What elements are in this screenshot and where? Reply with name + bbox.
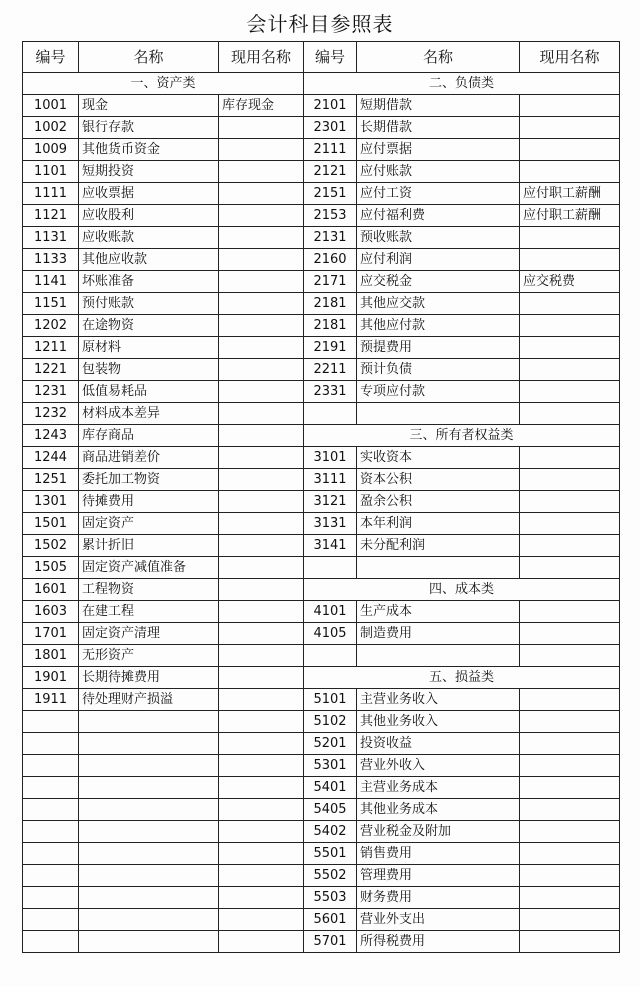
- account-code-right: 2191: [304, 337, 357, 359]
- account-current-right: [520, 689, 620, 711]
- account-current-right: [520, 359, 620, 381]
- account-name-right: 预提费用: [357, 337, 520, 359]
- table-row: [23, 161, 620, 183]
- table-row: [23, 381, 620, 403]
- account-name-right: 预计负债: [357, 359, 520, 381]
- table-row: [23, 447, 620, 469]
- account-current-left: [219, 315, 304, 337]
- account-reference-table: [22, 41, 620, 953]
- account-current-left: [219, 227, 304, 249]
- account-name-left: 待处理财产损溢: [79, 689, 219, 711]
- account-name-right: 财务费用: [357, 887, 520, 909]
- account-current-left: [219, 183, 304, 205]
- table-row: [23, 711, 620, 733]
- account-name-left: 低值易耗品: [79, 381, 219, 403]
- account-current-right: [520, 139, 620, 161]
- table-row: [23, 623, 620, 645]
- table-row: [23, 909, 620, 931]
- account-code-left: 1231: [23, 381, 79, 403]
- account-code-left: 1911: [23, 689, 79, 711]
- account-code-left: 1501: [23, 513, 79, 535]
- table-row: [23, 843, 620, 865]
- account-current-left: [219, 513, 304, 535]
- account-code-left: 1601: [23, 579, 79, 601]
- account-current-left: [219, 931, 304, 953]
- account-code-right: 5401: [304, 777, 357, 799]
- account-code-left: [23, 865, 79, 887]
- account-code-right: 5501: [304, 843, 357, 865]
- account-current-left: [219, 733, 304, 755]
- table-row: [23, 469, 620, 491]
- account-current-right: [520, 227, 620, 249]
- account-name-left: 银行存款: [79, 117, 219, 139]
- account-name-left: 长期待摊费用: [79, 667, 219, 689]
- account-name-left: 包装物: [79, 359, 219, 381]
- account-name-left: [79, 843, 219, 865]
- table-row: [23, 667, 620, 689]
- table-row: [23, 205, 620, 227]
- account-current-right: [520, 623, 620, 645]
- header-current-right: 现用名称: [520, 42, 620, 73]
- account-name-left: [79, 909, 219, 931]
- account-current-left: [219, 843, 304, 865]
- account-code-left: [23, 909, 79, 931]
- account-code-right: 2331: [304, 381, 357, 403]
- account-code-left: 1505: [23, 557, 79, 579]
- account-name-left: 商品进销差价: [79, 447, 219, 469]
- account-current-left: [219, 623, 304, 645]
- account-code-left: 1232: [23, 403, 79, 425]
- account-current-right: [520, 821, 620, 843]
- account-name-right: 预收账款: [357, 227, 520, 249]
- account-name-left: 工程物资: [79, 579, 219, 601]
- table-row: [23, 293, 620, 315]
- account-code-right: 2211: [304, 359, 357, 381]
- account-code-left: 1244: [23, 447, 79, 469]
- account-code-left: 1502: [23, 535, 79, 557]
- account-name-right: 销售费用: [357, 843, 520, 865]
- account-current-left: [219, 205, 304, 227]
- table-row: [23, 249, 620, 271]
- header-name-right: 名称: [357, 42, 520, 73]
- account-name-right: 营业外收入: [357, 755, 520, 777]
- account-code-right: 5201: [304, 733, 357, 755]
- section-heading-right: 三、所有者权益类: [304, 425, 620, 447]
- account-name-right: [357, 645, 520, 667]
- header-code-right: 编号: [304, 42, 357, 73]
- account-name-right: 其他业务成本: [357, 799, 520, 821]
- account-name-left: 现金: [79, 95, 219, 117]
- account-name-left: [79, 777, 219, 799]
- account-current-right: [520, 447, 620, 469]
- account-name-right: 主营业务收入: [357, 689, 520, 711]
- account-code-left: 1901: [23, 667, 79, 689]
- account-current-right: [520, 249, 620, 271]
- account-name-right: 应付账款: [357, 161, 520, 183]
- account-current-right: [520, 535, 620, 557]
- account-name-right: 应付票据: [357, 139, 520, 161]
- account-current-left: [219, 865, 304, 887]
- table-row: [23, 799, 620, 821]
- account-current-left: [219, 469, 304, 491]
- account-name-left: 累计折旧: [79, 535, 219, 557]
- account-name-left: 短期投资: [79, 161, 219, 183]
- account-name-right: 管理费用: [357, 865, 520, 887]
- account-name-right: 其他应交款: [357, 293, 520, 315]
- account-code-right: 4105: [304, 623, 357, 645]
- page-title: 会计科目参照表: [246, 12, 394, 36]
- account-current-left: [219, 271, 304, 293]
- account-name-left: 无形资产: [79, 645, 219, 667]
- table-row: [23, 777, 620, 799]
- account-code-left: 1603: [23, 601, 79, 623]
- account-code-left: 1202: [23, 315, 79, 337]
- account-code-right: 3111: [304, 469, 357, 491]
- account-current-right: [520, 843, 620, 865]
- table-row: [23, 337, 620, 359]
- account-current-right: [520, 117, 620, 139]
- account-current-left: [219, 139, 304, 161]
- section-heading-left: 一、资产类: [23, 73, 304, 95]
- table-row: [23, 579, 620, 601]
- account-current-left: [219, 447, 304, 469]
- account-name-left: 应收账款: [79, 227, 219, 249]
- account-code-right: 5601: [304, 909, 357, 931]
- account-name-left: 委托加工物资: [79, 469, 219, 491]
- account-name-left: 固定资产: [79, 513, 219, 535]
- section-heading-right: 五、损益类: [304, 667, 620, 689]
- account-name-left: 固定资产清理: [79, 623, 219, 645]
- account-name-right: 专项应付款: [357, 381, 520, 403]
- account-current-right: [520, 799, 620, 821]
- account-name-left: 预付账款: [79, 293, 219, 315]
- account-code-right: 2101: [304, 95, 357, 117]
- table-row: [23, 139, 620, 161]
- account-code-left: [23, 733, 79, 755]
- account-current-left: [219, 579, 304, 601]
- section-heading-right: 四、成本类: [304, 579, 620, 601]
- account-code-right: 5405: [304, 799, 357, 821]
- account-name-left: 库存商品: [79, 425, 219, 447]
- account-name-right: 盈余公积: [357, 491, 520, 513]
- account-name-right: 主营业务成本: [357, 777, 520, 799]
- account-code-left: [23, 887, 79, 909]
- account-code-right: 2181: [304, 293, 357, 315]
- table-row: [23, 227, 620, 249]
- account-current-left: [219, 799, 304, 821]
- account-name-left: 坏账准备: [79, 271, 219, 293]
- account-code-right: 5502: [304, 865, 357, 887]
- account-current-right: [520, 645, 620, 667]
- account-name-left: [79, 799, 219, 821]
- account-current-right: [520, 865, 620, 887]
- table-row: [23, 315, 620, 337]
- account-code-right: 2121: [304, 161, 357, 183]
- account-current-left: [219, 909, 304, 931]
- account-name-right: 应交税金: [357, 271, 520, 293]
- account-name-right: 应付福利费: [357, 205, 520, 227]
- account-current-right: [520, 469, 620, 491]
- account-name-right: 短期借款: [357, 95, 520, 117]
- account-current-right: [520, 557, 620, 579]
- account-name-left: [79, 865, 219, 887]
- account-name-left: [79, 821, 219, 843]
- account-name-right: 应付利润: [357, 249, 520, 271]
- account-current-right: 应付职工薪酬: [520, 205, 620, 227]
- account-code-left: 1121: [23, 205, 79, 227]
- account-code-right: 2111: [304, 139, 357, 161]
- header-code-left: 编号: [23, 42, 79, 73]
- account-code-left: 1131: [23, 227, 79, 249]
- account-current-left: [219, 535, 304, 557]
- account-name-right: 资本公积: [357, 469, 520, 491]
- account-code-left: [23, 799, 79, 821]
- account-current-left: [219, 601, 304, 623]
- account-current-right: [520, 711, 620, 733]
- account-code-left: 1301: [23, 491, 79, 513]
- account-name-right: 未分配利润: [357, 535, 520, 557]
- account-current-left: [219, 293, 304, 315]
- account-current-left: [219, 249, 304, 271]
- account-code-right: 2301: [304, 117, 357, 139]
- table-row: [23, 865, 620, 887]
- account-current-left: [219, 403, 304, 425]
- account-name-right: 营业外支出: [357, 909, 520, 931]
- account-code-right: 3141: [304, 535, 357, 557]
- table-row: [23, 535, 620, 557]
- account-code-left: 1801: [23, 645, 79, 667]
- account-current-left: [219, 711, 304, 733]
- account-current-right: [520, 337, 620, 359]
- account-current-right: [520, 777, 620, 799]
- account-current-right: [520, 95, 620, 117]
- account-current-left: [219, 359, 304, 381]
- account-name-right: [357, 403, 520, 425]
- account-current-left: [219, 381, 304, 403]
- account-current-right: [520, 755, 620, 777]
- account-current-right: [520, 733, 620, 755]
- account-code-left: [23, 821, 79, 843]
- account-current-right: 应付职工薪酬: [520, 183, 620, 205]
- account-code-left: [23, 755, 79, 777]
- account-name-right: 所得税费用: [357, 931, 520, 953]
- table-row: [23, 73, 620, 95]
- table-row: [23, 755, 620, 777]
- account-code-left: 1151: [23, 293, 79, 315]
- account-current-left: [219, 777, 304, 799]
- account-code-right: 5701: [304, 931, 357, 953]
- account-name-right: 实收资本: [357, 447, 520, 469]
- account-code-right: 2131: [304, 227, 357, 249]
- account-code-left: 1111: [23, 183, 79, 205]
- account-name-right: [357, 557, 520, 579]
- account-name-left: 在建工程: [79, 601, 219, 623]
- account-name-right: 长期借款: [357, 117, 520, 139]
- table-row: [23, 183, 620, 205]
- account-current-left: [219, 821, 304, 843]
- account-current-left: [219, 557, 304, 579]
- account-name-left: 在途物资: [79, 315, 219, 337]
- account-code-left: 1211: [23, 337, 79, 359]
- account-current-left: [219, 667, 304, 689]
- account-code-left: 1133: [23, 249, 79, 271]
- account-current-right: [520, 909, 620, 931]
- account-name-right: 制造费用: [357, 623, 520, 645]
- table-row: [23, 117, 620, 139]
- account-name-left: 应收票据: [79, 183, 219, 205]
- account-name-right: 其他应付款: [357, 315, 520, 337]
- table-row: [23, 689, 620, 711]
- table-row: [23, 601, 620, 623]
- account-name-left: 原材料: [79, 337, 219, 359]
- account-current-right: [520, 315, 620, 337]
- account-code-left: 1221: [23, 359, 79, 381]
- account-code-left: [23, 843, 79, 865]
- account-current-left: [219, 161, 304, 183]
- account-code-right: 5102: [304, 711, 357, 733]
- account-current-right: [520, 601, 620, 623]
- table-row: [23, 733, 620, 755]
- table-row: [23, 271, 620, 293]
- account-current-right: [520, 887, 620, 909]
- account-current-left: [219, 755, 304, 777]
- table-row: [23, 931, 620, 953]
- account-code-right: 5101: [304, 689, 357, 711]
- account-current-left: [219, 689, 304, 711]
- account-code-left: 1009: [23, 139, 79, 161]
- header-current-left: 现用名称: [219, 42, 304, 73]
- account-name-right: 应付工资: [357, 183, 520, 205]
- account-code-right: [304, 403, 357, 425]
- account-code-left: 1251: [23, 469, 79, 491]
- account-code-right: 2171: [304, 271, 357, 293]
- account-name-left: [79, 931, 219, 953]
- account-code-left: [23, 711, 79, 733]
- account-current-left: [219, 337, 304, 359]
- account-current-left: [219, 645, 304, 667]
- account-code-right: 2160: [304, 249, 357, 271]
- account-name-left: [79, 711, 219, 733]
- account-current-left: [219, 887, 304, 909]
- account-code-right: 3101: [304, 447, 357, 469]
- account-name-left: [79, 733, 219, 755]
- table-header-row: [23, 42, 620, 73]
- section-heading-right: 二、负债类: [304, 73, 620, 95]
- table-row: [23, 491, 620, 513]
- account-name-left: [79, 755, 219, 777]
- account-code-right: 2151: [304, 183, 357, 205]
- account-current-right: 应交税费: [520, 271, 620, 293]
- account-current-right: [520, 513, 620, 535]
- account-current-left: [219, 117, 304, 139]
- account-code-left: [23, 777, 79, 799]
- account-code-right: 5402: [304, 821, 357, 843]
- account-code-left: [23, 931, 79, 953]
- account-code-left: 1243: [23, 425, 79, 447]
- table-row: [23, 425, 620, 447]
- account-current-right: [520, 381, 620, 403]
- account-name-left: 应收股利: [79, 205, 219, 227]
- account-code-right: 2181: [304, 315, 357, 337]
- account-name-left: [79, 887, 219, 909]
- account-code-left: 1701: [23, 623, 79, 645]
- account-code-right: [304, 557, 357, 579]
- account-name-left: 固定资产减值准备: [79, 557, 219, 579]
- account-name-right: 投资收益: [357, 733, 520, 755]
- table-row: [23, 887, 620, 909]
- account-code-right: [304, 645, 357, 667]
- account-code-right: 5503: [304, 887, 357, 909]
- account-code-right: 5301: [304, 755, 357, 777]
- account-current-right: [520, 491, 620, 513]
- account-name-left: 材料成本差异: [79, 403, 219, 425]
- account-code-left: 1101: [23, 161, 79, 183]
- account-current-left: [219, 491, 304, 513]
- table-row: [23, 645, 620, 667]
- account-name-left: 待摊费用: [79, 491, 219, 513]
- account-current-left: 库存现金: [219, 95, 304, 117]
- table-row: [23, 821, 620, 843]
- table-row: [23, 513, 620, 535]
- account-code-right: 4101: [304, 601, 357, 623]
- table-body: [23, 73, 620, 953]
- account-code-left: 1001: [23, 95, 79, 117]
- account-code-right: 3131: [304, 513, 357, 535]
- account-code-right: 2153: [304, 205, 357, 227]
- table-row: [23, 403, 620, 425]
- account-name-left: 其他货币资金: [79, 139, 219, 161]
- account-name-left: 其他应收款: [79, 249, 219, 271]
- account-current-right: [520, 161, 620, 183]
- table-row: [23, 359, 620, 381]
- account-current-right: [520, 403, 620, 425]
- table-row: [23, 557, 620, 579]
- account-code-left: 1002: [23, 117, 79, 139]
- account-name-right: 营业税金及附加: [357, 821, 520, 843]
- header-name-left: 名称: [79, 42, 219, 73]
- account-name-right: 本年利润: [357, 513, 520, 535]
- account-code-left: 1141: [23, 271, 79, 293]
- account-current-right: [520, 293, 620, 315]
- account-current-right: [520, 931, 620, 953]
- table-row: [23, 95, 620, 117]
- account-name-right: 其他业务收入: [357, 711, 520, 733]
- account-code-right: 3121: [304, 491, 357, 513]
- account-current-left: [219, 425, 304, 447]
- account-name-right: 生产成本: [357, 601, 520, 623]
